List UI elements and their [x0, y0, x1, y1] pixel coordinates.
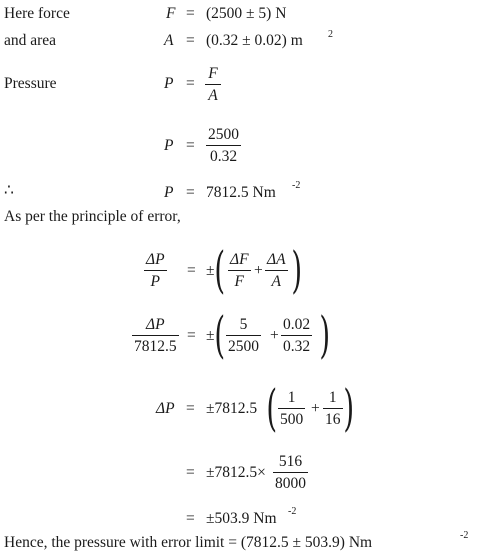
fraction-da-over-a	[265, 252, 288, 289]
force-value: (2500 ± 5) N	[206, 5, 287, 22]
area-unit-exponent: 2	[328, 29, 333, 40]
conclusion-text: Hence, the pressure with error limit = (7812.5 ± 503.9) Nm	[4, 534, 373, 551]
error-value: ±503.9 Nm	[206, 510, 277, 527]
fraction-numerator: ΔF	[230, 251, 249, 268]
fraction-denominator: A	[208, 86, 218, 104]
symbol-a: A	[164, 32, 174, 49]
equals-sign: =	[187, 262, 196, 279]
fraction-denominator: 7812.5	[134, 337, 177, 355]
fraction-1-over-16	[323, 390, 343, 427]
equals-sign: =	[186, 510, 195, 527]
symbol-p: P	[164, 137, 174, 154]
fraction-1-over-500	[278, 390, 305, 427]
close-paren: )	[291, 241, 303, 299]
fraction-denominator: P	[150, 272, 161, 290]
fraction-denominator: 2500	[228, 337, 259, 355]
coefficient: ±7812.5×	[206, 464, 266, 481]
fraction-denominator: 0.32	[283, 337, 311, 355]
fraction-numerator: 5	[239, 316, 248, 333]
fraction-002-over-032	[281, 317, 312, 354]
symbol-p: P	[164, 75, 174, 92]
fraction-denominator: A	[271, 272, 282, 290]
fraction-516-over-8000	[273, 454, 308, 491]
fraction-numerator: ΔP	[146, 251, 165, 268]
open-paren: (	[266, 379, 278, 437]
fraction-numerator: F	[208, 65, 218, 82]
symbol-p: P	[164, 184, 174, 201]
equals-sign: =	[186, 464, 195, 481]
fraction-5-over-2500	[226, 317, 261, 354]
equals-sign: =	[186, 184, 195, 201]
label-and-area: and area	[4, 32, 57, 49]
coefficient: ±7812.5	[206, 400, 258, 417]
principle-of-error-text: As per the principle of error,	[4, 208, 181, 225]
label-here-force: Here force	[4, 5, 70, 22]
open-paren: (	[214, 306, 226, 364]
fraction-dp-over-78125	[132, 317, 179, 354]
fraction-denominator: 16	[325, 410, 341, 428]
equals-sign: =	[186, 5, 195, 22]
fraction-denominator: F	[234, 272, 245, 290]
fraction-numerator: 516	[278, 453, 303, 470]
equals-sign: =	[186, 137, 195, 154]
close-paren: )	[319, 306, 331, 364]
plus-minus-sign: ±	[206, 262, 215, 279]
label-pressure: Pressure	[4, 75, 57, 92]
fraction-denominator: 500	[280, 410, 304, 428]
fraction-denominator: 0.32	[209, 147, 238, 165]
plus-sign: +	[270, 327, 279, 344]
equals-sign: =	[186, 32, 195, 49]
close-paren: )	[343, 379, 355, 437]
fraction-f-over-a	[205, 66, 221, 103]
pressure-value: 7812.5 Nm	[206, 184, 276, 201]
plus-sign: +	[254, 262, 263, 279]
conclusion-unit-exponent: -2	[460, 530, 469, 541]
fraction-numerator: ΔA	[267, 251, 286, 268]
fraction-numerator: 0.02	[283, 316, 311, 333]
area-value: (0.32 ± 0.02) m	[206, 32, 303, 49]
error-unit-exponent: -2	[288, 506, 297, 517]
plus-minus-sign: ±	[206, 327, 215, 344]
equals-sign: =	[186, 75, 195, 92]
therefore-symbol: ∴	[4, 182, 14, 199]
fraction-numerator: 1	[328, 389, 337, 406]
fraction-denominator: 8000	[275, 474, 306, 492]
pressure-unit-exponent: -2	[292, 180, 301, 191]
equals-sign: =	[186, 400, 195, 417]
fraction-df-over-f	[228, 252, 251, 289]
fraction-numerator: 2500	[208, 126, 239, 143]
open-paren: (	[214, 241, 226, 299]
fraction-2500-over-032	[206, 127, 241, 164]
equals-sign: =	[187, 327, 196, 344]
fraction-dp-over-p	[144, 252, 167, 289]
symbol-f: F	[166, 5, 176, 22]
plus-sign: +	[311, 400, 320, 417]
symbol-delta-p: ΔP	[156, 400, 175, 417]
fraction-numerator: ΔP	[146, 316, 165, 333]
fraction-numerator: 1	[287, 389, 296, 406]
